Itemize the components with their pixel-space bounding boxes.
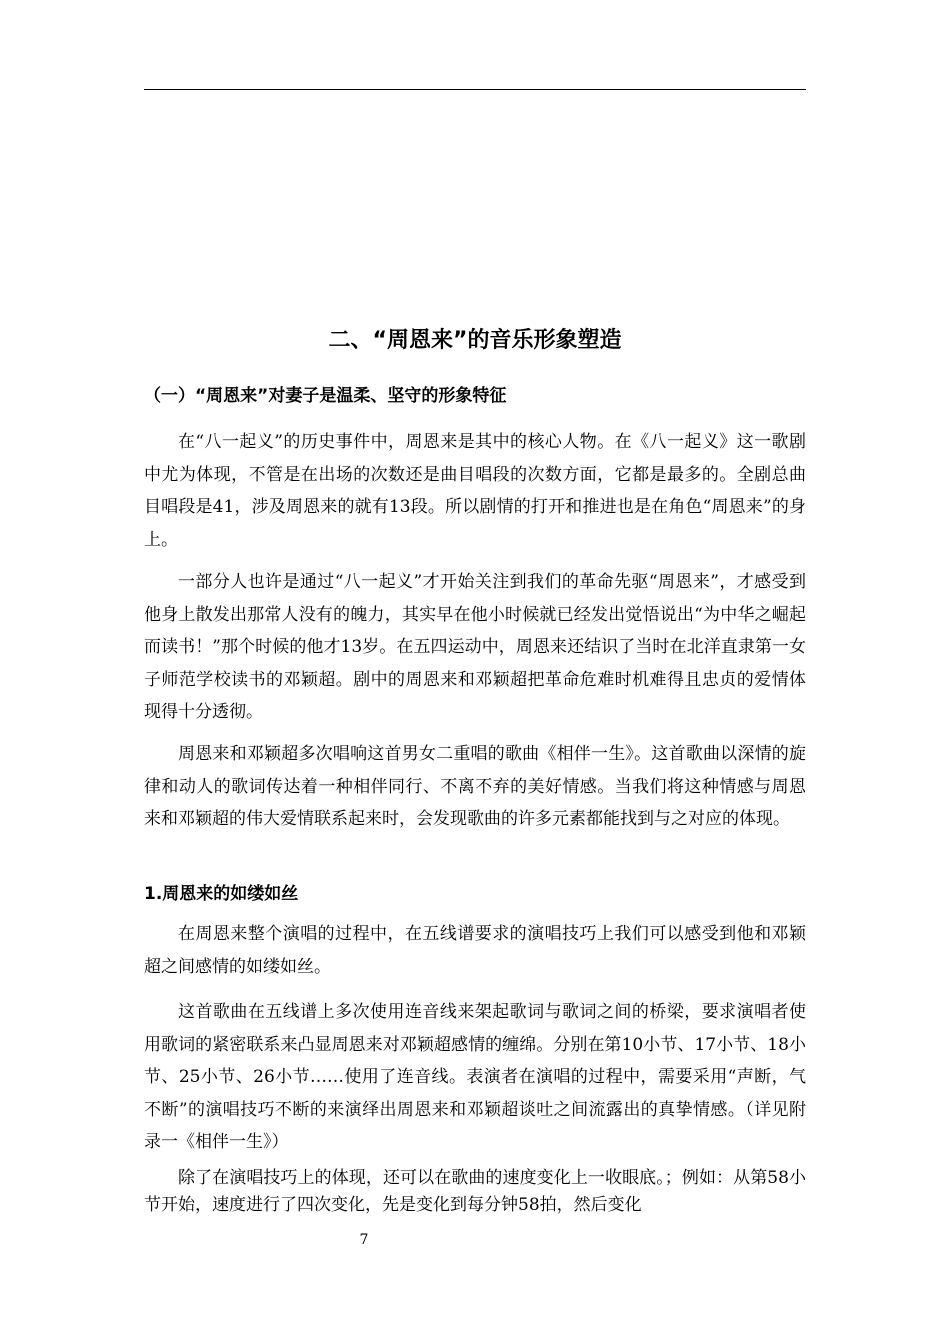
page-number: 7 xyxy=(359,1232,369,1248)
body-paragraph: 这首歌曲在五线谱上多次使用连音线来架起歌词与歌词之间的桥梁，要求演唱者使用歌词的紧密联系来凸显周恩来对邓颖超感情的缠绵。分别在第10小节、17小节、18小节、25小节、26小节……使用了连音线。表演者在演唱的过程中，需要采用“声断，气不断”的演唱技巧不断的来演绎出周恩来和邓颖超谈吐之间流露出的真挚情感。（详见附录一《相伴一生》） xyxy=(144,1002,806,1152)
body-paragraph: 在“八一起义”的历史事件中，周恩来是其中的核心人物。在《八一起义》这一歌剧中尤为体现，不管是在出场的次数还是曲目唱段的次数方面，它都是最多的。全剧总曲目唱段是41，涉及周恩来的就有13段。所以剧情的打开和推进也是在角色“周恩来”的身上。 xyxy=(144,432,806,550)
body-paragraph: 一部分人也许是通过“八一起义”才开始关注到我们的革命先驱“周恩来”，才感受到他身上散发出那常人没有的魄力，其实早在他小时候就已经发出觉悟说出“为中华之崛起而读书！”那个时候的他才13岁。在五四运动中，周恩来还结识了当时在北洋直隶第一女子师范学校读书的邓颖超。剧中的周恩来和邓颖超把革命危难时机难得且忠贞的爱情体现得十分透彻。 xyxy=(144,572,806,722)
subsection-heading: 1.周恩来的如缕如丝 xyxy=(144,884,299,904)
body-paragraph: 周恩来和邓颖超多次唱响这首男女二重唱的歌曲《相伴一生》。这首歌曲以深情的旋律和动人的歌词传达着一种相伴同行、不离不弃的美好情感。当我们将这种情感与周恩来和邓颖超的伟大爱情联系起来时，会发现歌曲的许多元素都能找到与之对应的体现。 xyxy=(144,744,806,829)
section-heading: （一）“周恩来”对妻子是温柔、坚守的形象特征 xyxy=(144,386,507,406)
header-rule xyxy=(144,89,806,90)
body-paragraph: 在周恩来整个演唱的过程中，在五线谱要求的演唱技巧上我们可以感受到他和邓颖超之间感情的如缕如丝。 xyxy=(144,924,806,977)
chapter-title: 二、“周恩来”的音乐形象塑造 xyxy=(328,328,622,353)
body-paragraph: 除了在演唱技巧上的体现，还可以在歌曲的速度变化上一收眼底。；例如：从第58小节开始，速度进行了四次变化，先是变化到每分钟58拍，然后变化 xyxy=(144,1168,806,1215)
